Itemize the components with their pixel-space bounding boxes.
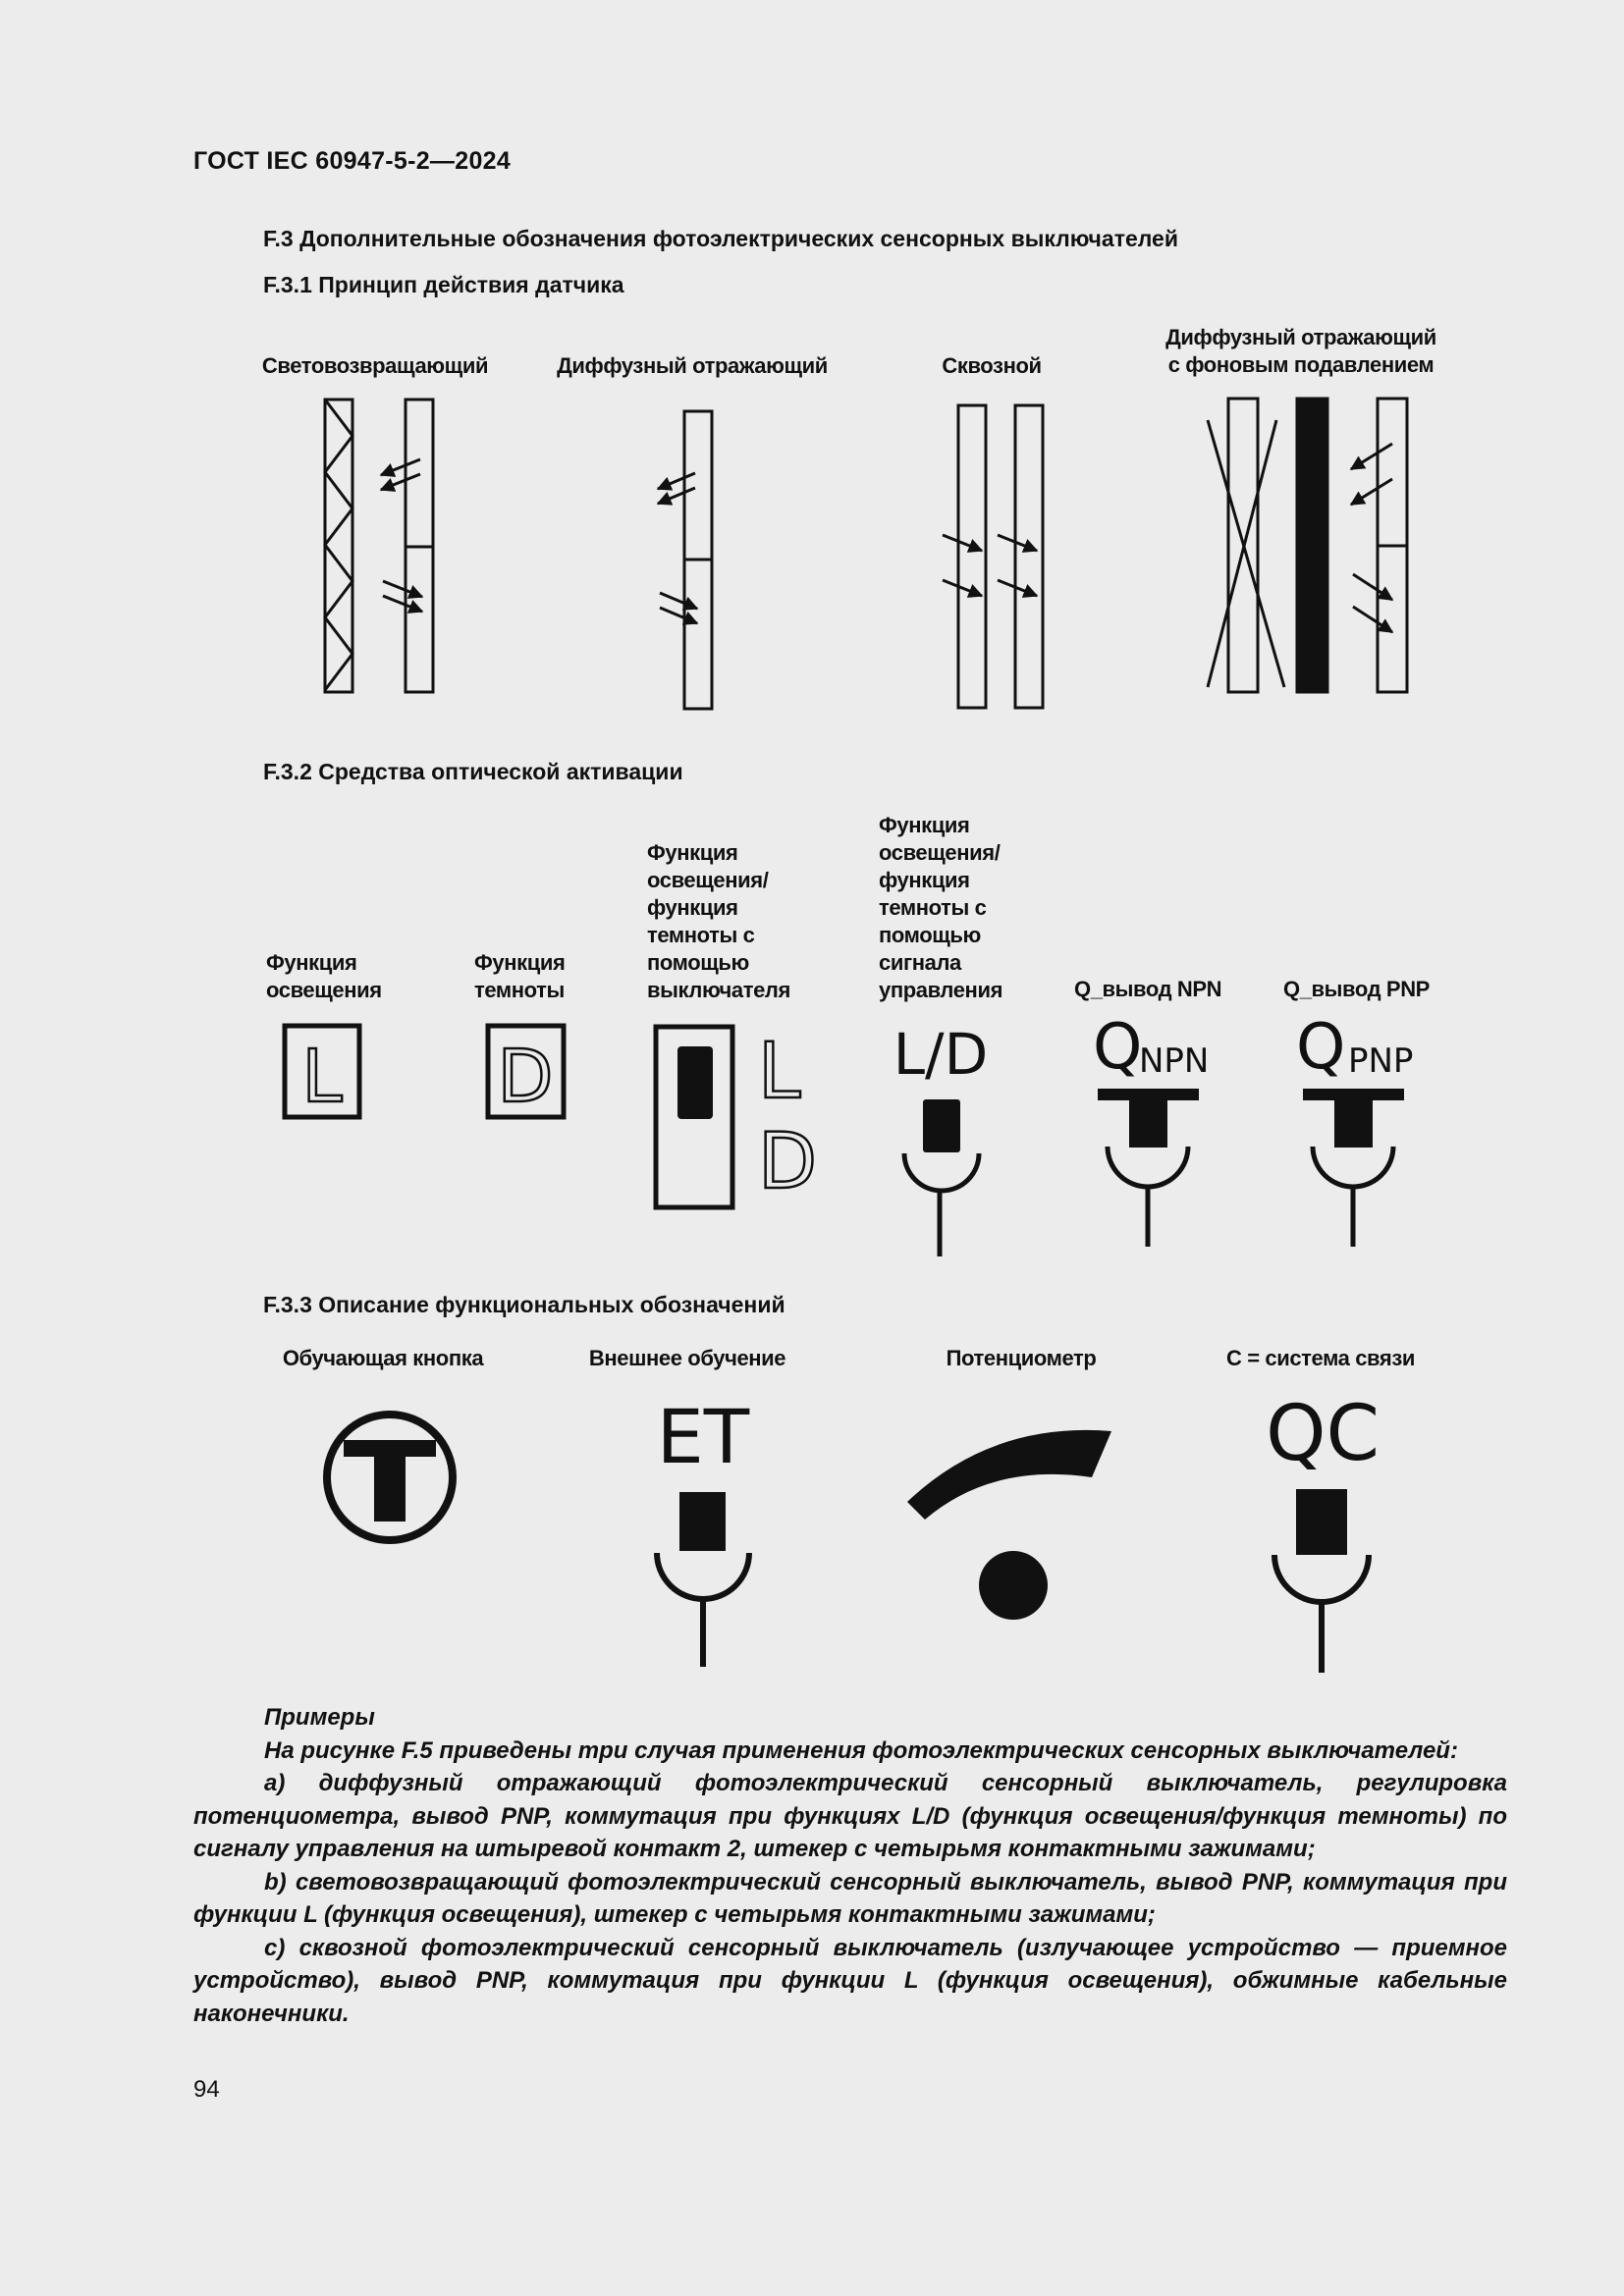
label-line: функция [879,868,970,892]
q-npn-Q-text: Q [1093,1011,1143,1084]
label-line: управления [879,978,1003,1002]
label-line: освещения/ [879,840,1001,865]
external-teach-symbol [657,1393,750,1667]
section-f31-title: F.3.1 Принцип действия датчика [263,272,624,297]
q-pnp-Q-text: Q [1296,1011,1346,1084]
q-npn-subscript: NPN [1139,1041,1210,1081]
switch-D-text: D [758,1118,818,1206]
examples-intro: На рисунке F.5 приведены три случая применения фотоэлектрических сенсорных выключателей: [264,1736,1458,1764]
example-a: а) диффузный отражающий фотоэлектрический сенсорный выключатель, регулировка потенциометра, вывод PNP, коммутация при функциях L/D (функция освещения/функция темноты) по сигналу управления на штыревой контакт 2, штекер с четырьмя контактными зажимами; [193,1770,1507,1862]
label-line: темноты с [879,895,987,920]
label-line: темноты с [647,923,755,947]
label-line: помощью [879,923,981,947]
label-line: Функция [879,813,970,837]
switch-L-text: L [758,1028,801,1116]
teach-button-symbol [327,1415,453,1540]
section-f33-title: F.3.3 Описание функциональных обозначений [263,1292,785,1317]
label-communication-system: C = система связи [1226,1346,1415,1370]
label-q-npn: Q_вывод NPN [1074,977,1222,1001]
page-number: 94 [193,2076,220,2103]
label-line: сигнала [879,950,961,975]
examples-heading: Примеры [264,1704,375,1731]
label-line: Функция [266,950,357,975]
symbol-QC-text: QC [1266,1390,1380,1478]
label-bg-line2: с фоновым подавлением [1167,352,1435,377]
symbol-LD-text: L/D [893,1021,989,1088]
example-c: с) сквозной фотоэлектрический сенсорный выключатель (излучающее устройство — приемное устройство), вывод PNP, коммутация при функции L (функция освещения), обжимные кабельные наконечники. [193,1934,1507,2027]
label-line: Функция [474,950,566,975]
label-line: освещения/ [647,868,769,892]
label-potentiometer: Потенциометр [946,1346,1097,1370]
label-line: помощью [647,950,749,975]
symbol-L-text: L [301,1035,343,1119]
communication-qc-symbol [1266,1390,1380,1673]
q-pnp-subscript: PNP [1348,1041,1414,1081]
label-line: Функция [647,840,738,865]
examples-block [193,1701,1507,2030]
label-bg-line1: Диффузный отражающий [1165,325,1436,349]
symbol-D-text: D [497,1035,554,1119]
label-diffuse: Диффузный отражающий [557,353,828,378]
section-f3-title: F.3 Дополнительные обозначения фотоэлектрических сенсорных выключателей [263,226,1178,251]
label-external-teach: Внешнее обучение [588,1346,786,1370]
section-f32-title: F.3.2 Средства оптической активации [263,759,683,784]
label-retroreflective: Световозвращающий [261,353,489,378]
label-teach-button: Обучающая кнопка [282,1346,484,1370]
label-line: функция [647,895,738,920]
label-line: выключателя [647,978,790,1002]
label-line: темноты [474,978,565,1002]
label-line: освещения [266,978,382,1002]
potentiometer-symbol [907,1430,1111,1620]
example-b: b) световозвращающий фотоэлектрический сенсорный выключатель, вывод PNP, коммутация при функции L (функция освещения), штекер с четырьмя контактными зажимами; [193,1868,1507,1928]
label-q-pnp: Q_вывод PNP [1283,977,1430,1001]
label-through-beam: Сквозной [942,353,1042,378]
symbol-ET-text: ET [656,1393,750,1480]
document-code: ГОСТ IEC 60947-5-2—2024 [193,147,512,175]
